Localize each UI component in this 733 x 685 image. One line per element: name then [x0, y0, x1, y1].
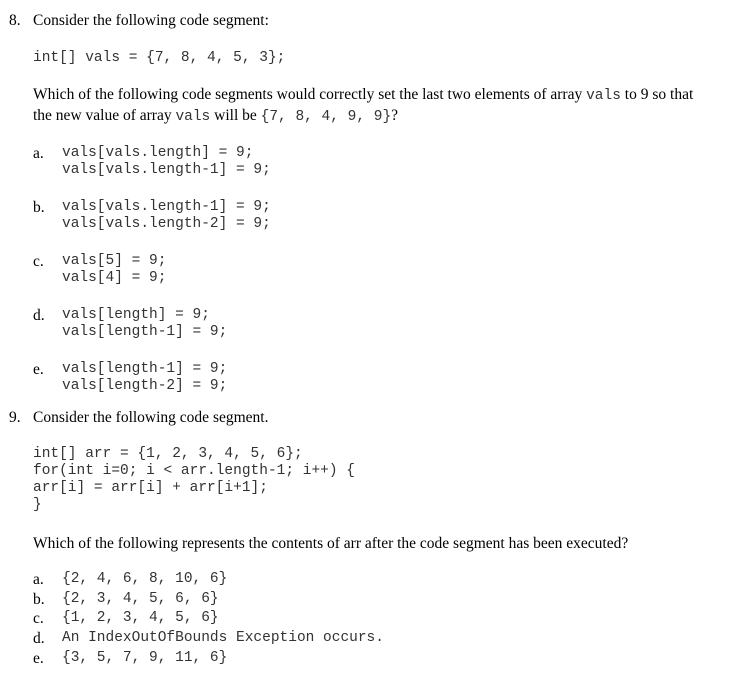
option-code-line: vals[vals.length-1] = 9; [62, 162, 271, 178]
option-letter: e. [33, 650, 44, 667]
option-code-line: vals[length-1] = 9; [62, 361, 228, 377]
option-text: An IndexOutOfBounds Exception occurs. [62, 630, 384, 646]
option-letter: c. [33, 610, 44, 627]
q9-code-line: int[] arr = {1, 2, 3, 4, 5, 6}; [33, 446, 303, 462]
option-letter: d. [33, 307, 45, 324]
option-text: {1, 2, 3, 4, 5, 6} [62, 610, 219, 626]
option-letter: b. [33, 199, 45, 216]
option-code-line: vals[length] = 9; [62, 307, 210, 323]
option-text: {3, 5, 7, 9, 11, 6} [62, 650, 228, 666]
option-letter: e. [33, 361, 44, 378]
option-code-line: vals[length-2] = 9; [62, 378, 228, 394]
q8-code: int[] vals = {7, 8, 4, 5, 3}; [33, 50, 286, 66]
q9-code-line: } [33, 497, 42, 513]
option-code-line: vals[vals.length] = 9; [62, 145, 254, 161]
q8-question-line1 [33, 84, 693, 107]
q8-question-line2 [33, 105, 398, 128]
q8-question-text: ? [391, 107, 399, 124]
option-code-line: vals[4] = 9; [62, 270, 167, 286]
option-letter: b. [33, 591, 45, 608]
q8-question-text: will be [210, 107, 261, 124]
q9-question: Which of the following represents the contents of arr after the code segment has been executed? [33, 535, 629, 552]
option-code-line: vals[length-1] = 9; [62, 324, 228, 340]
q9-code-line: arr[i] = arr[i] + arr[i+1]; [33, 480, 268, 496]
q9-code-line: for(int i=0; i < arr.length-1; i++) { [33, 463, 355, 479]
q8-question-code: vals [586, 88, 621, 104]
option-letter: c. [33, 253, 44, 270]
q9-number: 9. [9, 409, 21, 426]
option-text: {2, 3, 4, 5, 6, 6} [62, 591, 219, 607]
option-code-line: vals[vals.length-2] = 9; [62, 216, 271, 232]
q8-prompt: Consider the following code segment: [33, 12, 269, 29]
option-text: {2, 4, 6, 8, 10, 6} [62, 571, 228, 587]
option-code-line: vals[vals.length-1] = 9; [62, 199, 271, 215]
option-code-line: vals[5] = 9; [62, 253, 167, 269]
q8-question-text: Which of the following code segments would correctly set the last two elements of array [33, 86, 587, 103]
q8-question-text: the new value of array [33, 107, 176, 124]
q8-question-text: to 9 so that [620, 86, 694, 103]
q8-question-code: vals [175, 109, 211, 125]
q8-question-code: {7, 8, 4, 9, 9} [260, 109, 392, 125]
option-letter: d. [33, 630, 45, 647]
q9-prompt: Consider the following code segment. [33, 409, 269, 426]
option-letter: a. [33, 571, 44, 588]
option-letter: a. [33, 145, 44, 162]
q8-number: 8. [9, 12, 21, 29]
